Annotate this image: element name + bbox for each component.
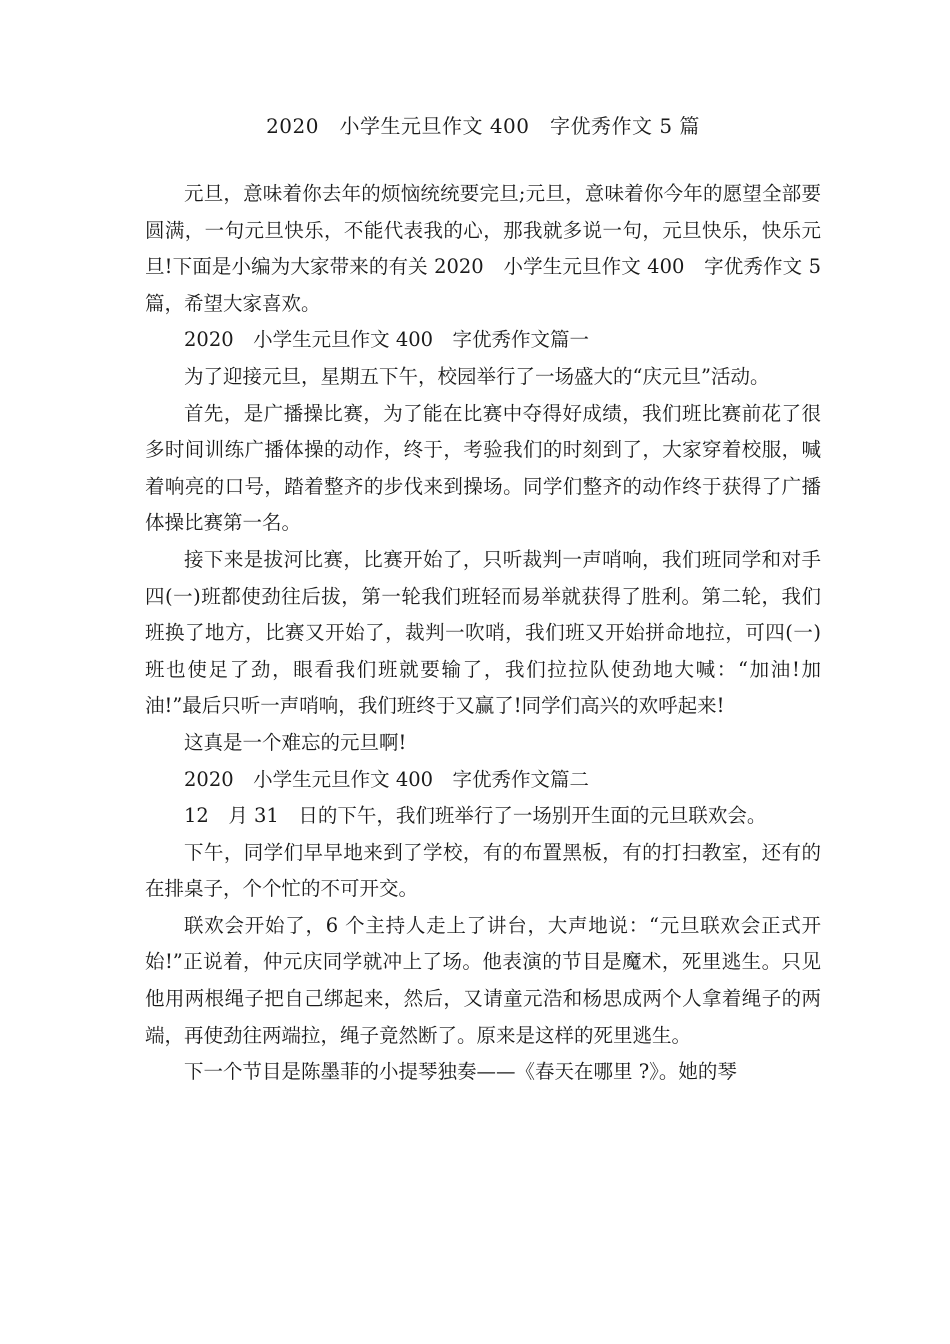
document-body (145, 108, 821, 1091)
paragraph: 下一个节目是陈墨菲的小提琴独奏——《春天在哪里 ?》。她的琴 (184, 1060, 737, 1084)
section-heading-1: 2020 小学生元旦作文 400 字优秀作文篇一 (184, 328, 590, 352)
paragraph: 联欢会开始了，6 个主持人走上了讲台，大声地说：“元旦联欢会正式开始!”正说着，仲元庆同学就冲上了场。他表演的节目是魔术，死里逃生。只见他用两根绳子把自己绑起来，然后，又请童元浩和杨思成两个人拿着绳子的两端，再使劲往两端拉，绳子竟然断了。原来是这样的死里逃生。 (145, 913, 821, 1047)
section-heading-2: 2020 小学生元旦作文 400 字优秀作文篇二 (184, 767, 590, 791)
paragraph: 为了迎接元旦，星期五下午，校园举行了一场盛大的“庆元旦”活动。 (184, 364, 770, 388)
paragraph: 12 月 31 日的下午，我们班举行了一场别开生面的元旦联欢会。 (184, 804, 767, 828)
paragraph: 首先，是广播操比赛，为了能在比赛中夺得好成绩，我们班比赛前花了很多时间训练广播体操的动作，终于，考验我们的时刻到了，大家穿着校服，喊着响亮的口号，踏着整齐的步伐来到操场。同学们整齐的动作终于获得了广播体操比赛第一名。 (145, 401, 821, 535)
document-title: 2020 小学生元旦作文 400 字优秀作文 5 篇 (266, 114, 700, 138)
paragraph-intro: 元旦，意味着你去年的烦恼统统要完旦;元旦，意味着你今年的愿望全部要圆满，一句元旦快乐，不能代表我的心，那我就多说一句，元旦快乐，快乐元旦!下面是小编为大家带来的有关 2020 小学生元旦作文 400 字优秀作文 5 篇，希望大家喜欢。 (145, 182, 821, 315)
paragraph: 接下来是拔河比赛，比赛开始了，只听裁判一声哨响，我们班同学和对手四(一)班都使劲往后拔，第一轮我们班轻而易举就获得了胜利。第二轮，我们班换了地方，比赛又开始了，裁判一吹哨，我们班又开始拼命地拉，可四(一)班也使足了劲，眼看我们班就要输了，我们拉拉队使劲地大喊：“加油!加油!”最后只听一声哨响，我们班终于又赢了!同学们高兴的欢呼起来! (145, 547, 821, 718)
paragraph: 这真是一个难忘的元旦啊! (184, 730, 407, 754)
paragraph: 下午，同学们早早地来到了学校，有的布置黑板，有的打扫教室，还有的在排桌子，个个忙的不可开交。 (145, 840, 821, 901)
